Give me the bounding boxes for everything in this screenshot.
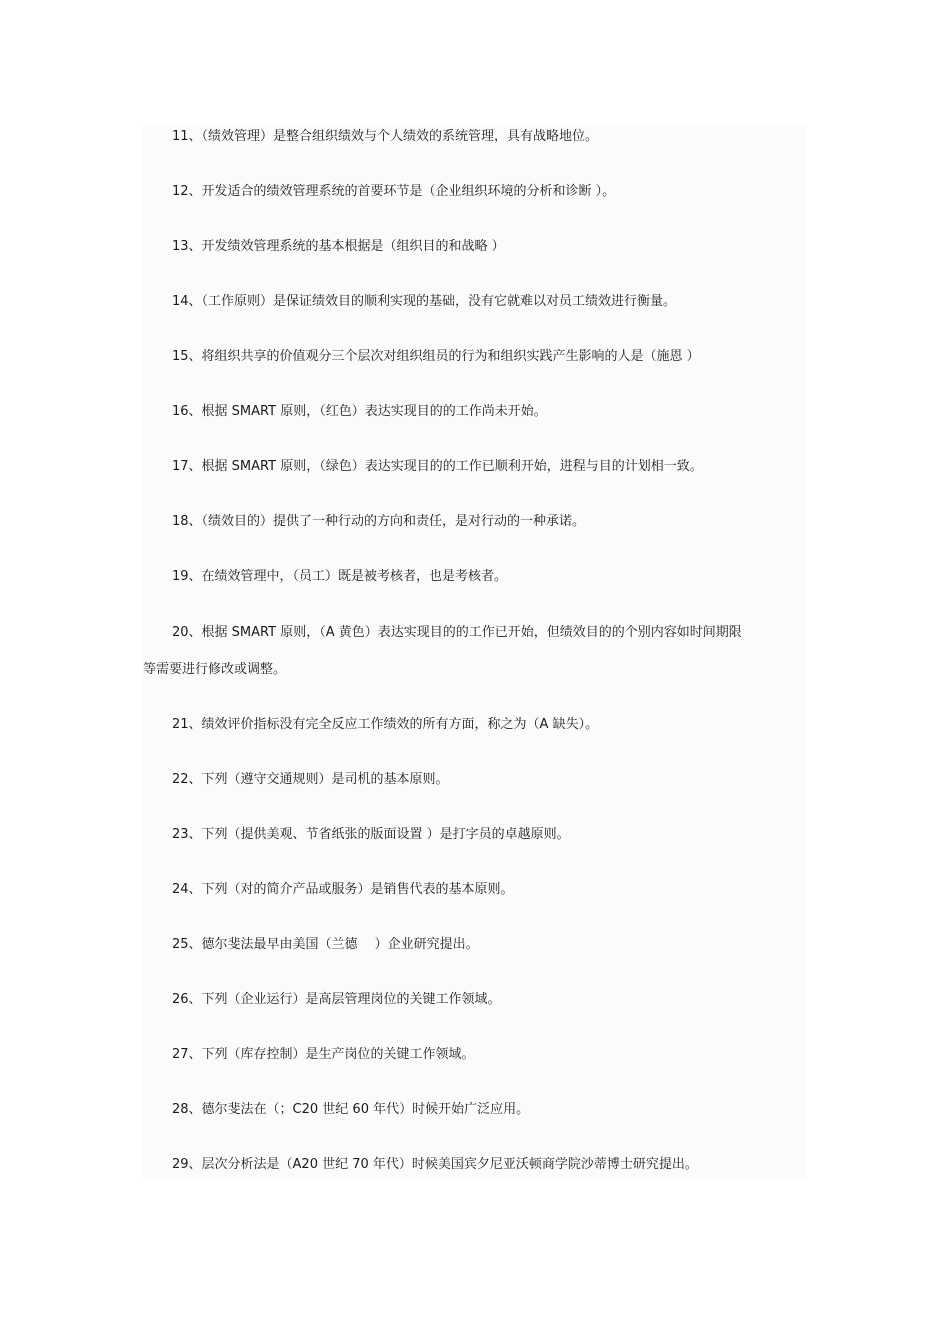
question-text: 24、下列（对的简介产品或服务）是销售代表的基本原则。 xyxy=(172,882,514,897)
question-text-continued: 等需要进行修改或调整。 xyxy=(143,662,287,677)
question-text: 20、根据 SMART 原则，（A 黄色）表达实现目的的工作已开始，但绩效目的的个别内容如时间期限 xyxy=(172,625,742,640)
question-item-27 xyxy=(143,1045,823,1065)
question-item-16 xyxy=(143,402,823,422)
question-item-28 xyxy=(143,1100,823,1120)
question-text: 13、开发绩效管理系统的基本根据是（组织目的和战略 ） xyxy=(172,239,505,254)
question-item-18 xyxy=(143,512,823,532)
question-text: 28、德尔斐法在（；C20 世纪 60 年代）时候开始广泛应用。 xyxy=(172,1102,530,1117)
question-text: 22、下列（遵守交通规则）是司机的基本原则。 xyxy=(172,772,449,787)
question-text: 19、在绩效管理中，（员工）既是被考核者，也是考核者。 xyxy=(172,569,508,584)
question-item-21 xyxy=(143,715,823,735)
question-text: 21、绩效评价指标没有完全反应工作绩效的所有方面，称之为（A 缺失）。 xyxy=(172,717,599,732)
question-item-25 xyxy=(143,935,823,955)
question-item-29 xyxy=(143,1155,823,1175)
question-text: 18、（绩效目的）提供了一种行动的方向和责任，是对行动的一种承诺。 xyxy=(172,514,586,529)
question-item-12 xyxy=(143,182,823,202)
question-item-19 xyxy=(143,567,823,587)
question-item-22 xyxy=(143,770,823,790)
question-text: 17、根据 SMART 原则，（绿色）表达实现目的的工作已顺利开始，进程与目的计划相一致。 xyxy=(172,459,703,474)
question-text: 27、下列（库存控制）是生产岗位的关键工作领域。 xyxy=(172,1047,475,1062)
question-item-24 xyxy=(143,880,823,900)
question-item-15 xyxy=(143,347,823,367)
question-text: 26、下列（企业运行）是高层管理岗位的关键工作领域。 xyxy=(172,992,501,1007)
question-text: 16、根据 SMART 原则，（红色）表达实现目的的工作尚未开始。 xyxy=(172,404,547,419)
question-text: 12、开发适合的绩效管理系统的首要环节是（企业组织环境的分析和诊断 ）。 xyxy=(172,184,616,199)
question-text: 14、（工作原则）是保证绩效目的顺利实现的基础，没有它就难以对员工绩效进行衡量。 xyxy=(172,294,677,309)
question-text: 23、下列（提供美观、节省纸张的版面设置 ）是打字员的卓越原则。 xyxy=(172,827,570,842)
question-item-11 xyxy=(143,127,823,147)
question-text: 11、（绩效管理）是整合组织绩效与个人绩效的系统管理，具有战略地位。 xyxy=(172,129,599,144)
question-item-17 xyxy=(143,457,823,477)
question-text: 29、层次分析法是（A20 世纪 70 年代）时候美国宾夕尼亚沃顿商学院沙蒂博士研究提出。 xyxy=(172,1157,698,1172)
question-item-14 xyxy=(143,292,823,312)
question-item-13 xyxy=(143,237,823,257)
question-item-20 xyxy=(143,623,823,680)
question-item-26 xyxy=(143,990,823,1010)
question-text: 25、德尔斐法最早由美国（兰德 ）企业研究提出。 xyxy=(172,937,479,952)
question-item-23 xyxy=(143,825,823,845)
question-text: 15、将组织共享的价值观分三个层次对组织组员的行为和组织实践产生影响的人是（施恩 ） xyxy=(172,349,700,364)
